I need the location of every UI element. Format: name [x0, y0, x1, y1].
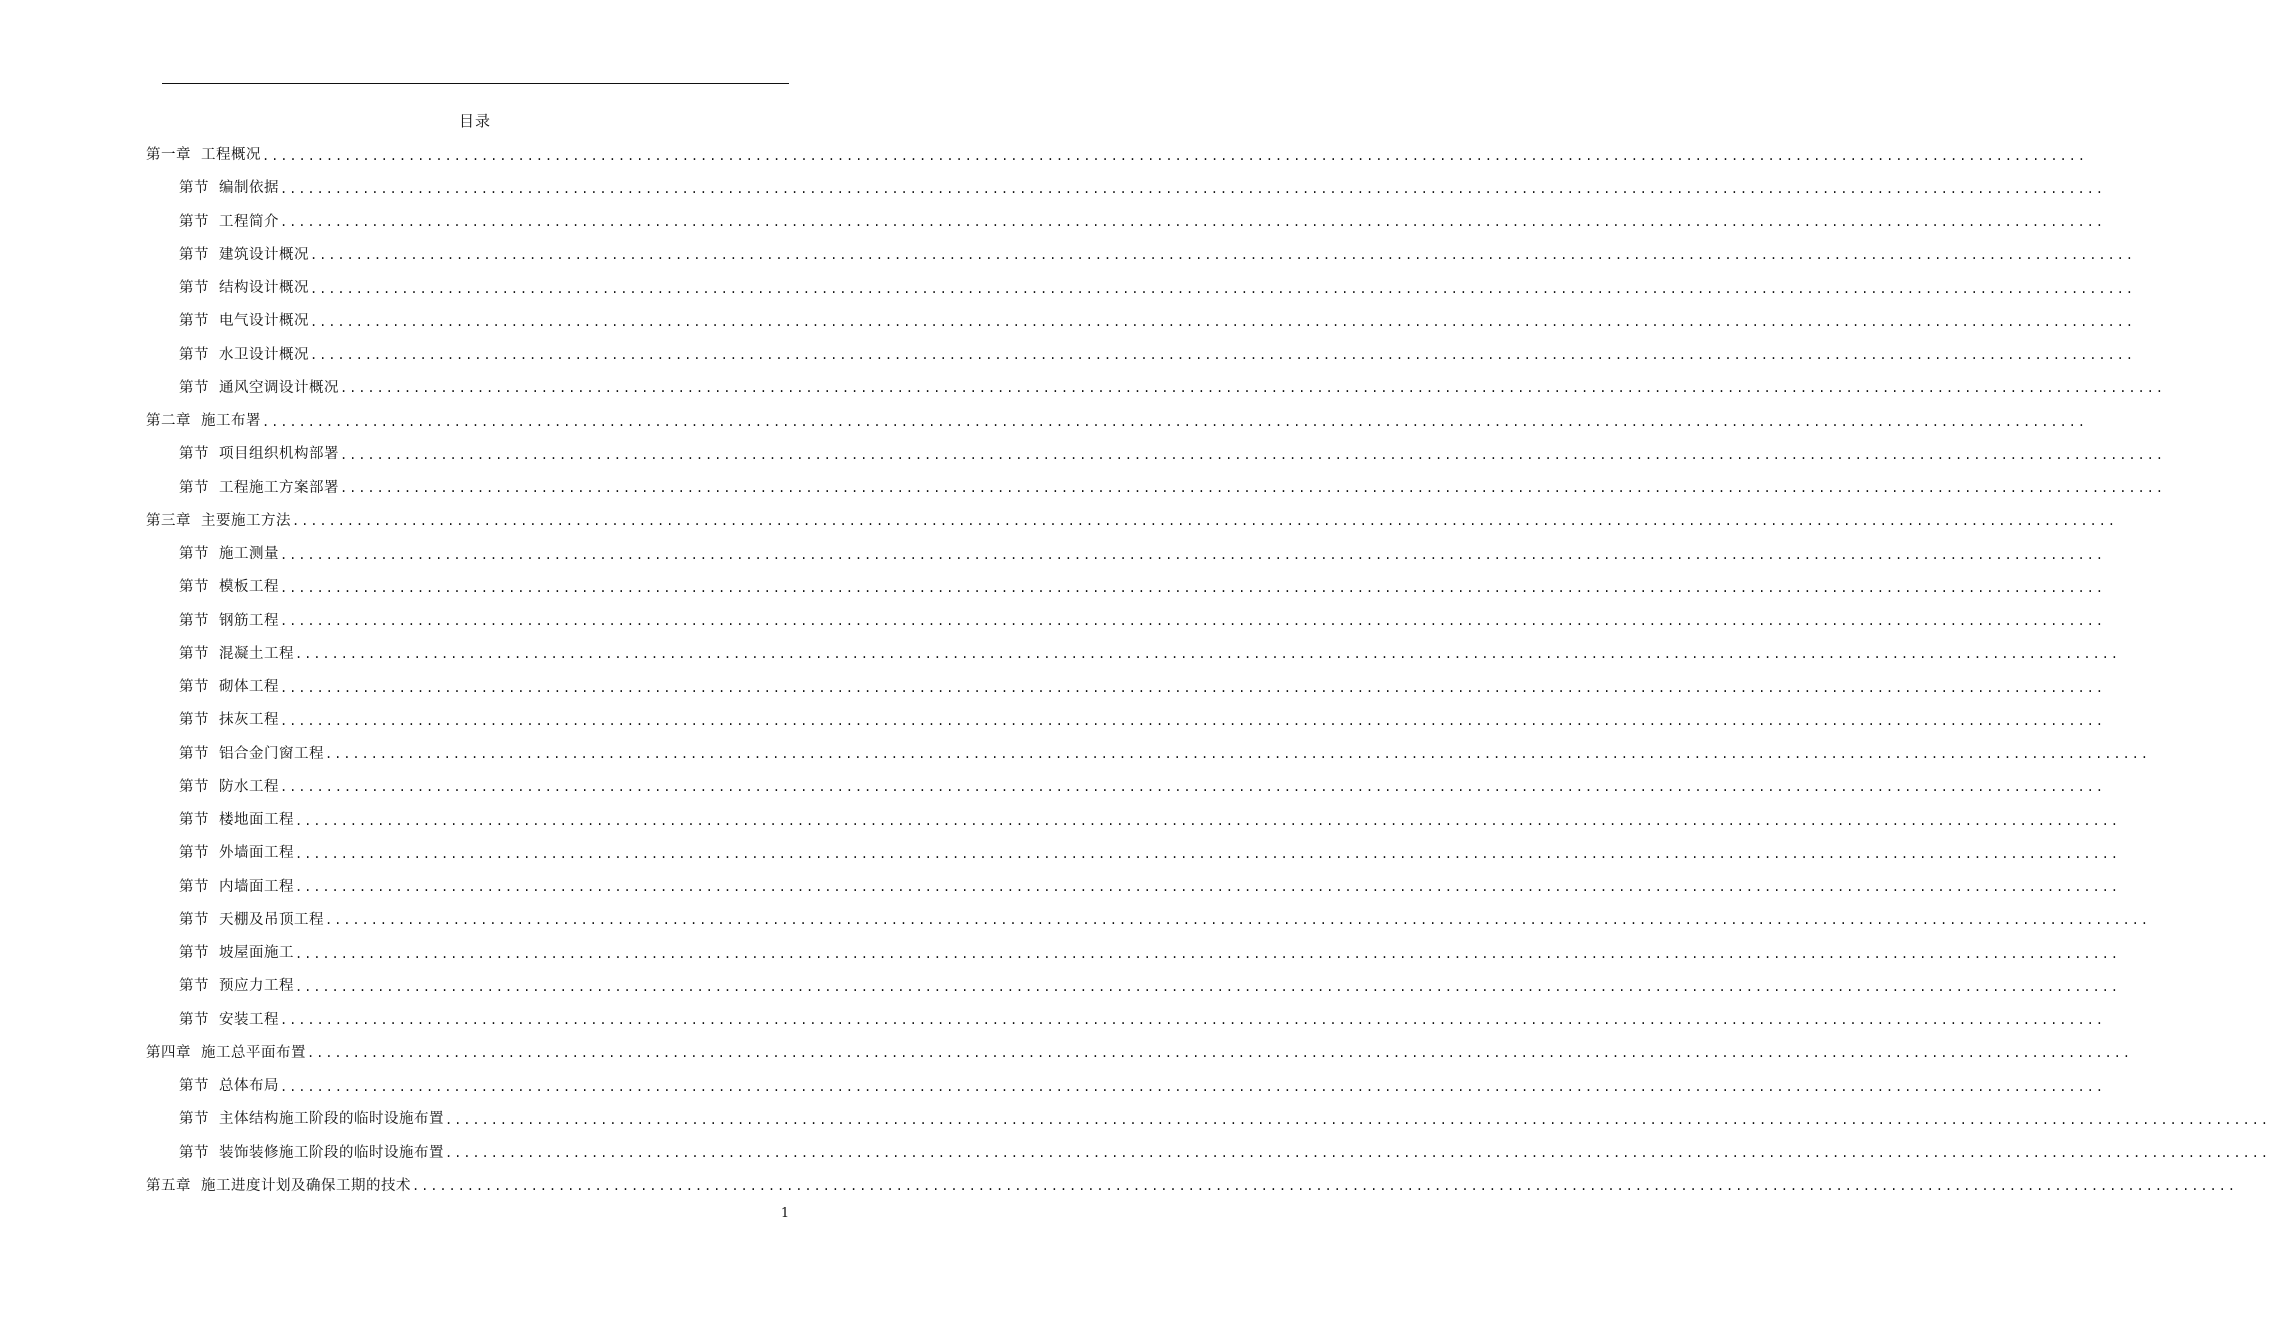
toc-section-entry[interactable] [146, 270, 2135, 303]
dot-leader: ........................................................................................................................................................................................................ [262, 148, 2087, 163]
entry-prefix: 第节 [179, 679, 209, 696]
entry-title: 装饰装修施工阶段的临时设施布置 [219, 1144, 444, 1161]
entry-title: 砌体工程 [219, 679, 279, 696]
toc-section-entry[interactable] [146, 370, 2165, 403]
dot-leader: ........................................................................................................................................................................................................ [280, 680, 2105, 695]
dot-leader: ........................................................................................................................................................................................................ [295, 846, 2120, 861]
dot-leader: ........................................................................................................................................................................................................ [280, 780, 2105, 795]
toc-section-entry[interactable] [146, 470, 2165, 503]
toc-chapter-entry[interactable] [146, 1168, 2237, 1201]
entry-prefix: 第节 [179, 213, 209, 230]
entry-title: 施工布署 [201, 413, 261, 430]
entry-title: 预应力工程 [219, 978, 294, 995]
dot-leader: ........................................................................................................................................................................................................ [445, 1112, 2270, 1127]
toc-section-entry[interactable] [146, 802, 2120, 835]
dot-leader: ........................................................................................................................................................................................................ [280, 215, 2105, 230]
dot-leader: ........................................................................................................................................................................................................ [280, 713, 2105, 728]
entry-prefix: 第一章 [146, 147, 191, 164]
entry-prefix: 第节 [179, 479, 209, 496]
toc-section-entry[interactable] [146, 337, 2135, 370]
entry-title: 编制依据 [219, 180, 279, 197]
entry-prefix: 第节 [179, 878, 209, 895]
entry-prefix: 第三章 [146, 512, 191, 529]
entry-title: 主体结构施工阶段的临时设施布置 [219, 1111, 444, 1128]
entry-prefix: 第节 [179, 612, 209, 629]
entry-title: 施工进度计划及确保工期的技术 [201, 1177, 411, 1194]
dot-leader: ........................................................................................................................................................................................................ [340, 481, 2165, 496]
dot-leader: ........................................................................................................................................................................................................ [280, 614, 2105, 629]
dot-leader: ........................................................................................................................................................................................................ [325, 913, 2150, 928]
entry-prefix: 第五章 [146, 1177, 191, 1194]
dot-leader: ........................................................................................................................................................................................................ [280, 181, 2105, 196]
toc-section-entry[interactable] [146, 902, 2150, 935]
entry-prefix: 第节 [179, 313, 209, 330]
entry-title: 抹灰工程 [219, 712, 279, 729]
toc-section-entry[interactable] [146, 237, 2135, 270]
entry-title: 结构设计概况 [219, 280, 309, 297]
dot-leader: ........................................................................................................................................................................................................ [280, 1079, 2105, 1094]
entry-prefix: 第节 [179, 180, 209, 197]
entry-title: 工程施工方案部署 [219, 479, 339, 496]
entry-title: 总体布局 [219, 1078, 279, 1095]
toc-section-entry[interactable] [146, 436, 2165, 469]
entry-title: 内墙面工程 [219, 878, 294, 895]
toc-section-entry[interactable] [146, 968, 2120, 1001]
toc-section-entry[interactable] [146, 569, 2105, 602]
entry-prefix: 第节 [179, 945, 209, 962]
toc-chapter-entry[interactable] [146, 403, 2087, 436]
toc-section-entry[interactable] [146, 702, 2105, 735]
entry-prefix: 第节 [179, 246, 209, 263]
entry-title: 天棚及吊顶工程 [219, 911, 324, 928]
dot-leader: ........................................................................................................................................................................................................ [280, 580, 2105, 595]
entry-title: 项目组织机构部署 [219, 446, 339, 463]
entry-title: 铝合金门窗工程 [219, 745, 324, 762]
dot-leader: ........................................................................................................................................................................................................ [295, 647, 2120, 662]
toc-section-entry[interactable] [146, 935, 2120, 968]
toc-section-entry[interactable] [146, 636, 2120, 669]
toc-section-entry[interactable] [146, 1002, 2105, 1035]
toc-section-entry[interactable] [146, 1101, 2270, 1134]
entry-prefix: 第节 [179, 1144, 209, 1161]
entry-prefix: 第节 [179, 778, 209, 795]
dot-leader: ........................................................................................................................................................................................................ [325, 747, 2150, 762]
entry-prefix: 第节 [179, 745, 209, 762]
entry-prefix: 第节 [179, 346, 209, 363]
entry-title: 建筑设计概况 [219, 246, 309, 263]
entry-title: 工程简介 [219, 213, 279, 230]
dot-leader: ........................................................................................................................................................................................................ [295, 880, 2120, 895]
toc-section-entry[interactable] [146, 835, 2120, 868]
entry-title: 施工测量 [219, 546, 279, 563]
entry-title: 工程概况 [201, 147, 261, 164]
entry-title: 通风空调设计概况 [219, 379, 339, 396]
table-of-contents [146, 137, 2270, 1201]
entry-prefix: 第节 [179, 645, 209, 662]
dot-leader: ........................................................................................................................................................................................................ [445, 1146, 2270, 1161]
toc-section-entry[interactable] [146, 170, 2105, 203]
entry-prefix: 第节 [179, 579, 209, 596]
entry-prefix: 第节 [179, 546, 209, 563]
header-rule [162, 83, 789, 84]
dot-leader: ........................................................................................................................................................................................................ [292, 514, 2117, 529]
toc-chapter-entry[interactable] [146, 137, 2087, 170]
dot-leader: ........................................................................................................................................................................................................ [310, 248, 2135, 263]
toc-section-entry[interactable] [146, 536, 2105, 569]
entry-prefix: 第二章 [146, 413, 191, 430]
toc-section-entry[interactable] [146, 869, 2120, 902]
entry-title: 安装工程 [219, 1011, 279, 1028]
entry-title: 坡屋面施工 [219, 945, 294, 962]
dot-leader: ........................................................................................................................................................................................................ [280, 547, 2105, 562]
entry-title: 楼地面工程 [219, 812, 294, 829]
entry-title: 模板工程 [219, 579, 279, 596]
entry-prefix: 第节 [179, 280, 209, 297]
toc-section-entry[interactable] [146, 204, 2105, 237]
dot-leader: ........................................................................................................................................................................................................ [295, 979, 2120, 994]
dot-leader: ........................................................................................................................................................................................................ [280, 1013, 2105, 1028]
entry-prefix: 第节 [179, 845, 209, 862]
dot-leader: ........................................................................................................................................................................................................ [412, 1179, 2237, 1194]
toc-section-entry[interactable] [146, 603, 2105, 636]
toc-chapter-entry[interactable] [146, 1035, 2132, 1068]
entry-prefix: 第节 [179, 812, 209, 829]
entry-title: 混凝土工程 [219, 645, 294, 662]
dot-leader: ........................................................................................................................................................................................................ [307, 1046, 2132, 1061]
toc-section-entry[interactable] [146, 736, 2150, 769]
toc-title: 目录 [458, 112, 491, 130]
toc-section-entry[interactable] [146, 1135, 2270, 1168]
entry-title: 钢筋工程 [219, 612, 279, 629]
dot-leader: ........................................................................................................................................................................................................ [295, 946, 2120, 961]
toc-section-entry[interactable] [146, 769, 2105, 802]
entry-prefix: 第节 [179, 1011, 209, 1028]
page-number: 1 [780, 1206, 790, 1221]
entry-prefix: 第节 [179, 1078, 209, 1095]
entry-title: 电气设计概况 [219, 313, 309, 330]
entry-prefix: 第节 [179, 911, 209, 928]
dot-leader: ........................................................................................................................................................................................................ [310, 348, 2135, 363]
toc-section-entry[interactable] [146, 303, 2135, 336]
toc-section-entry[interactable] [146, 669, 2105, 702]
dot-leader: ........................................................................................................................................................................................................ [310, 281, 2135, 296]
entry-prefix: 第四章 [146, 1044, 191, 1061]
toc-chapter-entry[interactable] [146, 503, 2117, 536]
entry-prefix: 第节 [179, 446, 209, 463]
entry-title: 主要施工方法 [201, 512, 291, 529]
entry-title: 防水工程 [219, 778, 279, 795]
dot-leader: ........................................................................................................................................................................................................ [310, 314, 2135, 329]
entry-title: 施工总平面布置 [201, 1044, 306, 1061]
dot-leader: ........................................................................................................................................................................................................ [340, 381, 2165, 396]
dot-leader: ........................................................................................................................................................................................................ [295, 813, 2120, 828]
dot-leader: ........................................................................................................................................................................................................ [340, 447, 2165, 462]
entry-prefix: 第节 [179, 1111, 209, 1128]
dot-leader: ........................................................................................................................................................................................................ [262, 414, 2087, 429]
entry-prefix: 第节 [179, 978, 209, 995]
entry-prefix: 第节 [179, 379, 209, 396]
entry-title: 外墙面工程 [219, 845, 294, 862]
entry-title: 水卫设计概况 [219, 346, 309, 363]
entry-prefix: 第节 [179, 712, 209, 729]
toc-section-entry[interactable] [146, 1068, 2105, 1101]
